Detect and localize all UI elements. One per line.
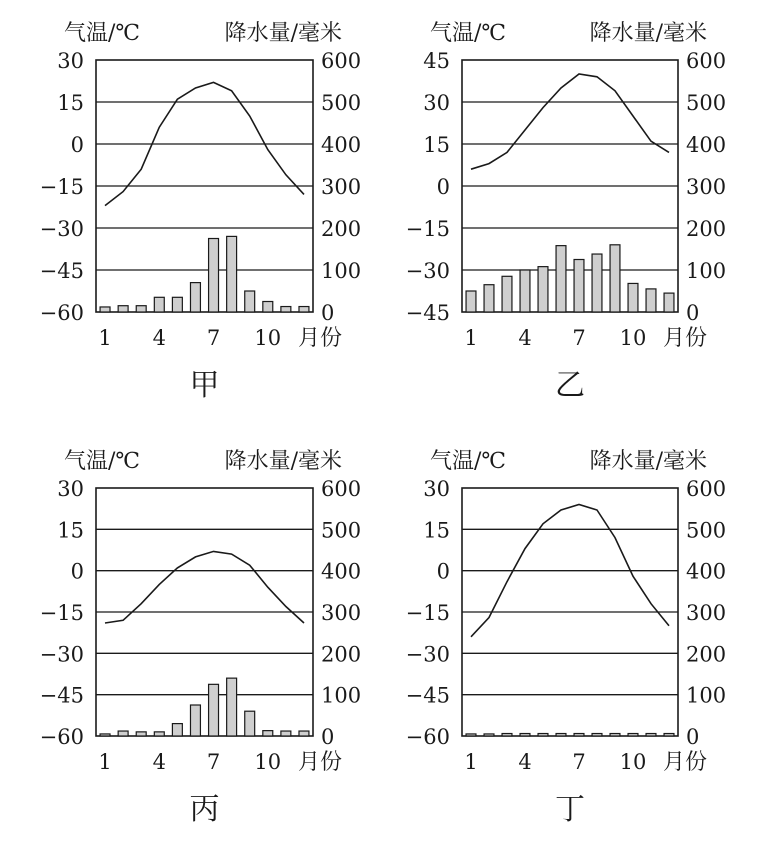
month-unit-label: 月份 bbox=[297, 326, 342, 351]
temperature-tick-label: 45 bbox=[423, 49, 450, 73]
precipitation-bar bbox=[281, 307, 291, 312]
precipitation-tick-label: 300 bbox=[321, 175, 362, 199]
precipitation-tick-label: 300 bbox=[686, 175, 727, 199]
precipitation-bar bbox=[299, 307, 309, 312]
month-tick-label: 1 bbox=[98, 750, 112, 774]
temperature-tick-label: −60 bbox=[39, 725, 84, 749]
month-tick-label: 4 bbox=[518, 750, 532, 774]
precipitation-tick-label: 100 bbox=[321, 683, 362, 708]
precipitation-bar bbox=[592, 254, 602, 312]
precipitation-tick-label: 200 bbox=[686, 642, 727, 667]
temperature-tick-label: −45 bbox=[39, 683, 84, 708]
temperature-tick-label: 30 bbox=[57, 477, 84, 501]
precipitation-unit-label: 降水量/毫米 bbox=[589, 449, 707, 474]
month-tick-label: 7 bbox=[206, 326, 221, 350]
temperature-unit-label: 气温/℃ bbox=[64, 21, 141, 46]
precipitation-bar bbox=[299, 731, 309, 736]
temperature-unit-label: 气温/℃ bbox=[430, 21, 507, 46]
month-tick-label: 4 bbox=[152, 750, 166, 774]
precipitation-bar bbox=[245, 711, 255, 736]
temperature-tick-label: 0 bbox=[436, 559, 450, 584]
precipitation-bar bbox=[154, 732, 164, 736]
precipitation-bar bbox=[520, 734, 530, 736]
precipitation-bar bbox=[263, 302, 273, 313]
precipitation-bar bbox=[118, 306, 128, 312]
precipitation-bar bbox=[592, 734, 602, 736]
precipitation-tick-label: 100 bbox=[321, 259, 362, 283]
temperature-tick-label: −45 bbox=[405, 301, 450, 325]
month-tick-label: 10 bbox=[619, 326, 647, 350]
temperature-tick-label: −30 bbox=[405, 642, 450, 667]
temperature-unit-label: 气温/℃ bbox=[430, 449, 507, 474]
month-tick-label: 4 bbox=[518, 326, 532, 350]
climate-chart-4 bbox=[406, 449, 726, 827]
precipitation-bar bbox=[190, 705, 200, 736]
precipitation-unit-label: 降水量/毫米 bbox=[589, 21, 707, 46]
precipitation-tick-label: 300 bbox=[321, 601, 362, 625]
precipitation-tick-label: 200 bbox=[321, 217, 362, 241]
precipitation-tick-label: 500 bbox=[686, 91, 727, 115]
precipitation-bar bbox=[502, 276, 512, 312]
precipitation-bar bbox=[646, 289, 656, 312]
temperature-tick-label: 15 bbox=[423, 133, 450, 157]
precipitation-bar bbox=[209, 684, 219, 736]
temperature-tick-label: 0 bbox=[436, 175, 450, 199]
precipitation-tick-label: 400 bbox=[321, 133, 362, 157]
month-tick-label: 10 bbox=[619, 750, 647, 774]
climate-chart-1 bbox=[40, 21, 361, 403]
temperature-tick-label: 0 bbox=[70, 559, 84, 584]
precipitation-bar bbox=[190, 283, 200, 312]
temperature-tick-label: 30 bbox=[423, 91, 450, 115]
precipitation-bar bbox=[172, 297, 182, 312]
precipitation-tick-label: 0 bbox=[321, 301, 335, 325]
precipitation-tick-label: 500 bbox=[321, 91, 362, 115]
temperature-tick-label: −60 bbox=[405, 725, 450, 749]
precipitation-tick-label: 0 bbox=[321, 725, 335, 749]
precipitation-bar bbox=[154, 297, 164, 312]
temperature-tick-label: −45 bbox=[39, 259, 84, 283]
temperature-tick-label: 30 bbox=[423, 477, 450, 501]
month-tick-label: 7 bbox=[572, 750, 586, 774]
month-tick-label: 4 bbox=[152, 326, 166, 350]
month-unit-label: 月份 bbox=[297, 750, 342, 775]
precipitation-tick-label: 500 bbox=[686, 518, 727, 543]
precipitation-bar bbox=[245, 291, 255, 312]
temperature-tick-label: −30 bbox=[39, 642, 84, 667]
precipitation-tick-label: 400 bbox=[321, 559, 362, 584]
temperature-tick-label: 0 bbox=[70, 133, 84, 157]
month-tick-label: 10 bbox=[254, 326, 282, 350]
precipitation-bar bbox=[263, 731, 273, 736]
precipitation-bar bbox=[484, 734, 494, 736]
chart-name-label: 丁 bbox=[555, 792, 585, 827]
precipitation-bar bbox=[520, 270, 530, 312]
temperature-unit-label: 气温/℃ bbox=[64, 449, 141, 474]
precipitation-bar bbox=[227, 678, 237, 736]
climate-chart-2 bbox=[406, 21, 726, 403]
temperature-tick-label: 15 bbox=[423, 518, 450, 543]
precipitation-tick-label: 100 bbox=[686, 683, 727, 708]
precipitation-tick-label: 0 bbox=[686, 725, 700, 749]
temperature-tick-label: 15 bbox=[57, 91, 84, 115]
precipitation-bar bbox=[628, 734, 638, 736]
precipitation-tick-label: 600 bbox=[686, 477, 727, 501]
temperature-tick-label: −30 bbox=[405, 259, 450, 283]
precipitation-bar bbox=[172, 724, 182, 736]
precipitation-bar bbox=[484, 285, 494, 312]
month-tick-label: 7 bbox=[572, 326, 586, 350]
temperature-tick-label: 15 bbox=[57, 518, 84, 543]
precipitation-bar bbox=[664, 734, 674, 736]
temperature-tick-label: −45 bbox=[405, 683, 450, 708]
temperature-tick-label: −15 bbox=[405, 601, 450, 625]
climate-chart-3 bbox=[40, 449, 361, 827]
precipitation-tick-label: 200 bbox=[321, 642, 362, 667]
precipitation-bar bbox=[227, 236, 237, 312]
precipitation-bar bbox=[466, 291, 476, 312]
precipitation-bar bbox=[556, 246, 566, 312]
chart-name-label: 丙 bbox=[189, 792, 220, 827]
precipitation-bar bbox=[610, 734, 620, 736]
precipitation-unit-label: 降水量/毫米 bbox=[224, 449, 342, 474]
precipitation-bar bbox=[556, 734, 566, 736]
temperature-tick-label: 30 bbox=[57, 49, 84, 73]
precipitation-tick-label: 500 bbox=[321, 518, 362, 543]
precipitation-bar bbox=[118, 731, 128, 736]
precipitation-tick-label: 400 bbox=[686, 559, 727, 584]
month-unit-label: 月份 bbox=[662, 750, 707, 775]
precipitation-tick-label: 200 bbox=[686, 217, 727, 241]
precipitation-tick-label: 400 bbox=[686, 133, 727, 157]
precipitation-bar bbox=[664, 293, 674, 312]
precipitation-bar bbox=[136, 732, 146, 736]
precipitation-bar bbox=[100, 307, 110, 312]
precipitation-bar bbox=[574, 260, 584, 313]
temperature-line bbox=[471, 74, 669, 169]
precipitation-bar bbox=[574, 734, 584, 736]
precipitation-bar bbox=[100, 734, 110, 736]
month-tick-label: 1 bbox=[98, 326, 112, 350]
precipitation-tick-label: 100 bbox=[686, 259, 727, 283]
precipitation-bar bbox=[209, 239, 219, 313]
precipitation-bar bbox=[538, 267, 548, 312]
precipitation-tick-label: 300 bbox=[686, 601, 727, 625]
precipitation-tick-label: 0 bbox=[686, 301, 700, 325]
temperature-tick-label: −15 bbox=[39, 175, 84, 199]
temperature-tick-label: −15 bbox=[39, 601, 84, 625]
precipitation-tick-label: 600 bbox=[321, 49, 362, 73]
precipitation-bar bbox=[466, 734, 476, 736]
precipitation-bar bbox=[646, 734, 656, 736]
temperature-tick-label: −15 bbox=[405, 217, 450, 241]
month-tick-label: 7 bbox=[206, 750, 221, 774]
precipitation-bar bbox=[610, 245, 620, 312]
precipitation-tick-label: 600 bbox=[321, 477, 362, 501]
precipitation-bar bbox=[628, 283, 638, 312]
month-unit-label: 月份 bbox=[662, 326, 707, 351]
month-tick-label: 1 bbox=[464, 326, 478, 350]
month-tick-label: 10 bbox=[254, 750, 282, 774]
chart-name-label: 乙 bbox=[555, 368, 585, 403]
precipitation-bar bbox=[136, 306, 146, 312]
precipitation-unit-label: 降水量/毫米 bbox=[224, 21, 342, 46]
temperature-tick-label: −30 bbox=[39, 217, 84, 241]
chart-name-label: 甲 bbox=[189, 368, 220, 403]
precipitation-bar bbox=[281, 731, 291, 736]
temperature-tick-label: −60 bbox=[39, 301, 84, 325]
precipitation-tick-label: 600 bbox=[686, 49, 727, 73]
precipitation-bar bbox=[538, 734, 548, 736]
precipitation-bar bbox=[502, 734, 512, 736]
month-tick-label: 1 bbox=[464, 750, 478, 774]
